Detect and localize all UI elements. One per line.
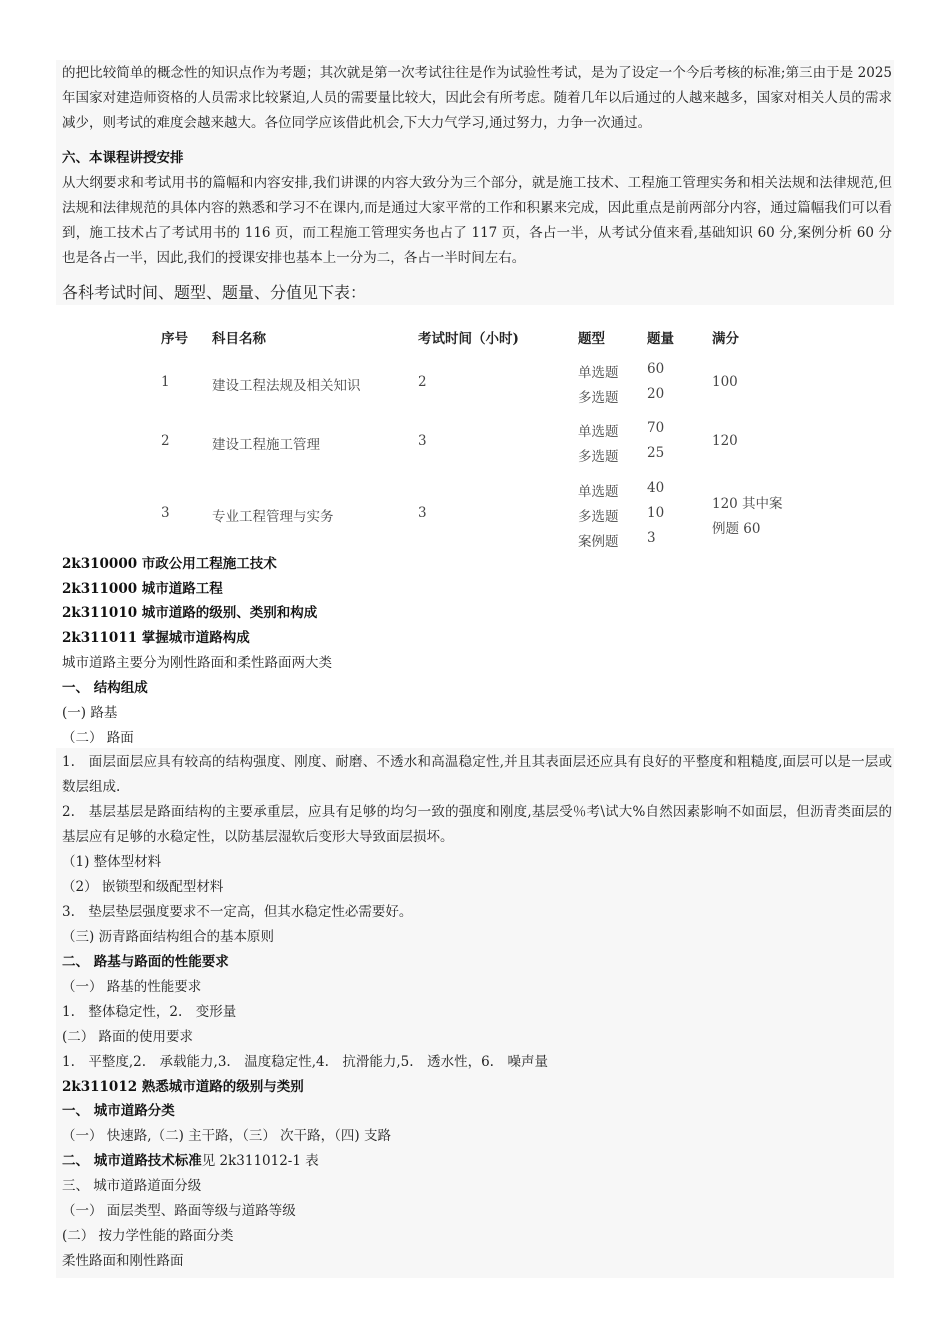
table-row-1-count-1: 60 xyxy=(647,361,665,377)
intro-paragraph-1 xyxy=(62,61,892,136)
item-usage-requirements: (二） 路面的使用要求 xyxy=(62,1029,194,1045)
table-row-1-no: 1 xyxy=(161,374,170,390)
table-row-3-name: 专业工程管理与实务 xyxy=(212,509,334,525)
item-cushion-layer: 3. 垫层垫层强度要求不一定高，但其水稳定性必需要好。 xyxy=(62,904,413,920)
item-technical-standard xyxy=(62,1151,319,1171)
text-base-layer: 2. 基层基层是路面结构的主要承重层，应具有足够的均匀一致的强度和刚度,基层受％考\试大%自然因素影响不如面层，但沥青类面层的基层应有足够的水稳定性，以防基层湿软后变形大导致面层损坏。 xyxy=(62,804,892,845)
table-header-time: 考试时间（小时) xyxy=(418,331,519,347)
table-row-3-count-1: 40 xyxy=(647,480,665,496)
text-surface-layer: 1. 面层面层应具有较高的结构强度、刚度、耐磨、不透水和高温稳定性,并且其表面层还应具有良好的平整度和粗糙度,面层可以是一层或数层组成. xyxy=(62,754,892,795)
table-row-2-type-2: 多选题 xyxy=(578,449,619,465)
table-row-3-score-2: 例题 60 xyxy=(712,521,761,537)
table-header-score: 满分 xyxy=(712,331,739,347)
intro-text-1: 的把比较简单的概念性的知识点作为考题；其次就是第一次考试往往是作为试验性考试，是为了设定一个今后考核的标准;第三由于是 2025 年国家对建造师资格的人员需求比较紧迫,人员的需要量比较大，因此会有所考虑。随着几年以后通过的人越来越多，国家对相关人员的需求减少，则考试的难度会越来越大。各位同学应该借此机会,下大力气学习,通过努力，力争一次通过。 xyxy=(62,65,892,131)
table-header-name: 科目名称 xyxy=(212,331,266,347)
table-row-3-count-2: 10 xyxy=(647,505,665,521)
text-road-types: 城市道路主要分为刚性路面和柔性路面两大类 xyxy=(62,655,332,671)
table-row-3-type-3: 案例题 xyxy=(578,534,619,550)
item-usage-list: 1. 平整度,2. 承载能力,3. 温度稳定性,4. 抗滑能力,5. 透水性，6. 噪声量 xyxy=(62,1054,548,1070)
section-6-title: 六、本课程讲授安排 xyxy=(62,150,184,166)
table-row-2-time: 3 xyxy=(418,433,427,449)
table-row-2-name: 建设工程施工管理 xyxy=(212,437,320,453)
table-row-2-score: 120 xyxy=(712,433,738,449)
item-flexible-rigid: 柔性路面和刚性路面 xyxy=(62,1253,184,1269)
table-header-no: 序号 xyxy=(161,331,188,347)
table-row-3-score-1: 120 其中案 xyxy=(712,496,783,512)
item-surface-type: （一） 面层类型、路面等级与道路等级 xyxy=(62,1203,296,1219)
heading-2k311012: 2k311012 熟悉城市道路的级别与类别 xyxy=(62,1079,304,1095)
heading-road-classification: 一、 城市道路分类 xyxy=(62,1103,175,1119)
heading-structure: 一、 结构组成 xyxy=(62,680,148,696)
item-interlock-material: （2） 嵌锁型和级配型材料 xyxy=(62,879,224,895)
table-header-count: 题量 xyxy=(647,331,674,347)
table-row-3-no: 3 xyxy=(161,505,170,521)
paragraph-base-layer xyxy=(62,800,892,850)
table-row-2-count-2: 25 xyxy=(647,445,665,461)
table-row-1-time: 2 xyxy=(418,374,427,390)
item-surface-grading: 三、 城市道路道面分级 xyxy=(62,1178,202,1194)
item-road-classes: （一） 快速路,（二) 主干路，（三） 次干路，（四) 支路 xyxy=(62,1128,391,1144)
table-row-1-type-2: 多选题 xyxy=(578,390,619,406)
heading-2k310000: 2k310000 市政公用工程施工技术 xyxy=(62,556,277,572)
table-row-1-type-1: 单选题 xyxy=(578,365,619,381)
item-mechanical-classification: (二） 按力学性能的路面分类 xyxy=(62,1228,234,1244)
table-row-2-no: 2 xyxy=(161,433,170,449)
item-pavement: （二） 路面 xyxy=(62,730,134,746)
intro-text-2: 从大纲要求和考试用书的篇幅和内容安排,我们讲课的内容大致分为三个部分，就是施工技术、工程施工管理实务和相关法规和法律规范,但法规和法律规范的具体内容的熟悉和学习不在课内,而是通过大家平常的工作和积累来完成，因此重点是前两部分内容，通过篇幅我们可以看到，施工技术占了考试用书的 116 页，而工程施工管理实务也占了 117 页，各占一半，从考试分值来看,基础知识 60 分,案例分析 60 分也是各占一半，因此,我们的授课安排也基本上一分为二，各占一半时间左右。 xyxy=(62,175,892,266)
item-integral-material: （1) 整体型材料 xyxy=(62,854,162,870)
heading-2k311010: 2k311010 城市道路的级别、类别和构成 xyxy=(62,605,318,621)
table-header-type: 题型 xyxy=(578,331,605,347)
heading-2k311000: 2k311000 城市道路工程 xyxy=(62,581,223,597)
table-row-1-name: 建设工程法规及相关知识 xyxy=(212,378,361,394)
table-row-3-time: 3 xyxy=(418,505,427,521)
technical-standard-title: 二、 城市道路技术标准 xyxy=(62,1153,202,1169)
table-row-2-count-1: 70 xyxy=(647,420,665,436)
item-roadbed: (一) 路基 xyxy=(62,705,118,721)
table-row-2-type-1: 单选题 xyxy=(578,424,619,440)
item-asphalt-principles: （三) 沥青路面结构组合的基本原则 xyxy=(62,929,275,945)
paragraph-surface-layer xyxy=(62,750,892,800)
heading-performance: 二、 路基与路面的性能要求 xyxy=(62,954,229,970)
table-row-1-score: 100 xyxy=(712,374,738,390)
table-intro: 各科考试时间、题型、题量、分值见下表： xyxy=(62,283,367,302)
table-row-3-type-2: 多选题 xyxy=(578,509,619,525)
table-row-3-type-1: 单选题 xyxy=(578,484,619,500)
item-stability: 1. 整体稳定性，2. 变形量 xyxy=(62,1004,237,1020)
item-roadbed-performance: （一） 路基的性能要求 xyxy=(62,979,202,995)
table-row-1-count-2: 20 xyxy=(647,386,665,402)
intro-paragraph-2 xyxy=(62,171,892,271)
table-row-3-count-3: 3 xyxy=(647,530,656,546)
technical-standard-ref: 见 2k311012-1 表 xyxy=(201,1153,319,1169)
heading-2k311011: 2k311011 掌握城市道路构成 xyxy=(62,630,250,646)
